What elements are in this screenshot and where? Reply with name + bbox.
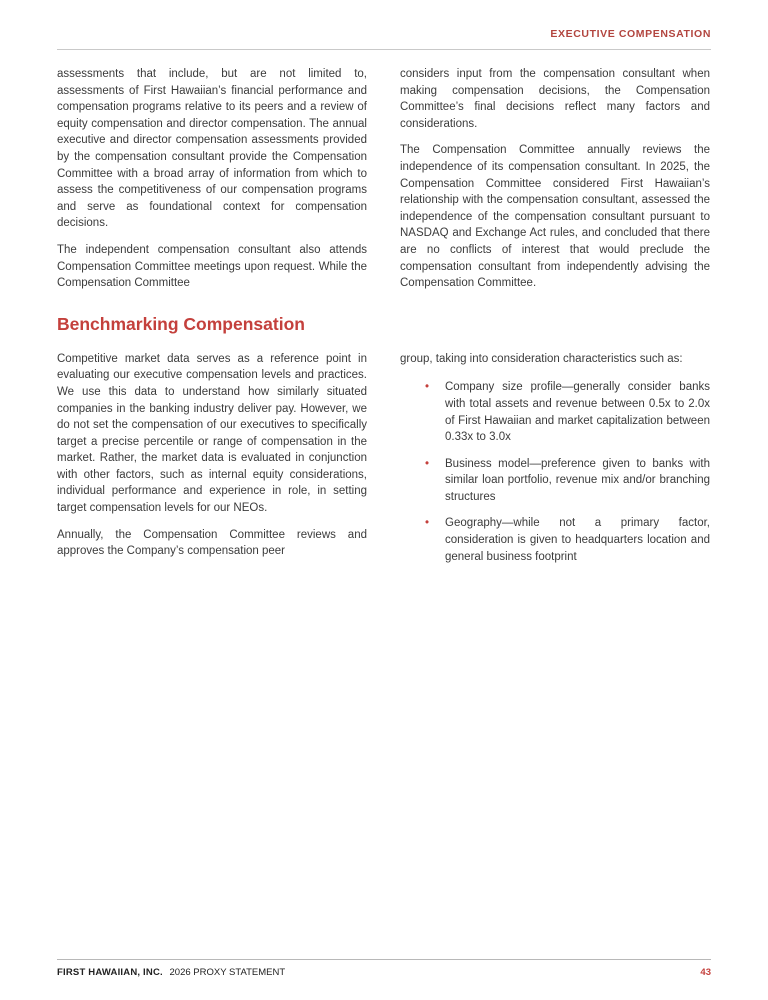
benchmarking-right-column (400, 351, 710, 576)
intro-left-column (57, 66, 367, 302)
list-item (400, 379, 710, 445)
intro-right-column (400, 66, 710, 302)
page-footer (57, 959, 711, 978)
list-item (400, 456, 710, 506)
paragraph: group, taking into consideration characteristics such as: (400, 352, 683, 365)
benchmarking-section (57, 351, 711, 576)
paragraph: Annually, the Compensation Committee reviews and approves the Company’s compensation peer (57, 528, 367, 558)
bullet-icon: • (425, 457, 430, 470)
bullet-text: Company size profile—generally consider banks with total assets and revenue between 0.5x to 2.0x of First Hawaiian and market capitalization between 0.33x to 3.0x (445, 381, 710, 444)
section-heading-benchmarking-compensation: Benchmarking Compensation (57, 313, 305, 334)
benchmarking-left-column (57, 351, 367, 576)
page-number: 43 (700, 967, 711, 978)
paragraph: assessments that include, but are not limited to, assessments of First Hawaiian’s financial performance and compensation programs relative to its peers and a review of equity compensation and director compensation. The annual executive and director compensation assessments provided by the compensation consultant provide the Compensation Committee with a broad array of information from which to assess the competitiveness of our compensation programs and serve as foundational context for compensation decisions. (57, 68, 367, 230)
paragraph: The Compensation Committee annually reviews the independence of its compensation consultant. In 2025, the Compensation Committee considered First Hawaiian’s relationship with the compensation consultant, assessed the independence of the compensation consultant pursuant to NASDAQ and Exchange Act rules, and concluded that there are no conflicts of interest that would preclude the compensation consultant from independently advising the Compensation Committee. (400, 144, 710, 290)
bullet-text: Geography—while not a primary factor, consideration is given to headquarters location and general business footprint (445, 517, 710, 563)
bullet-icon: • (425, 517, 430, 530)
bullet-icon: • (425, 381, 430, 394)
footer-document-info (57, 967, 285, 978)
footer-company-name: FIRST HAWAIIAN, INC. (57, 967, 163, 978)
running-header-title: EXECUTIVE COMPENSATION (550, 28, 711, 40)
footer-document-title: 2026 PROXY STATEMENT (169, 967, 286, 978)
intro-section (57, 66, 711, 302)
page-header (57, 24, 711, 50)
paragraph: The independent compensation consultant also attends Compensation Committee meetings upon request. While the Compensation Committee (57, 243, 367, 290)
criteria-bullet-list (400, 379, 710, 565)
bullet-text: Business model—preference given to banks with similar loan portfolio, revenue mix and/or branching structures (445, 457, 710, 503)
paragraph: Competitive market data serves as a reference point in evaluating our executive compensation levels and practices. We use this data to understand how similarly situated companies in the banking industry deliver pay. However, we do not set the compensation of our executives to specifically target a precise percentile or range of compensation in the market. Rather, the market data is evaluated in conjunction with other factors, such as internal equity considerations, individual performance and experience in role, in setting target compensation levels for our NEOs. (57, 352, 367, 515)
list-item (400, 515, 710, 565)
paragraph: considers input from the compensation consultant when making compensation decisions, the Compensation Committee’s final decisions reflect many factors and considerations. (400, 68, 710, 130)
